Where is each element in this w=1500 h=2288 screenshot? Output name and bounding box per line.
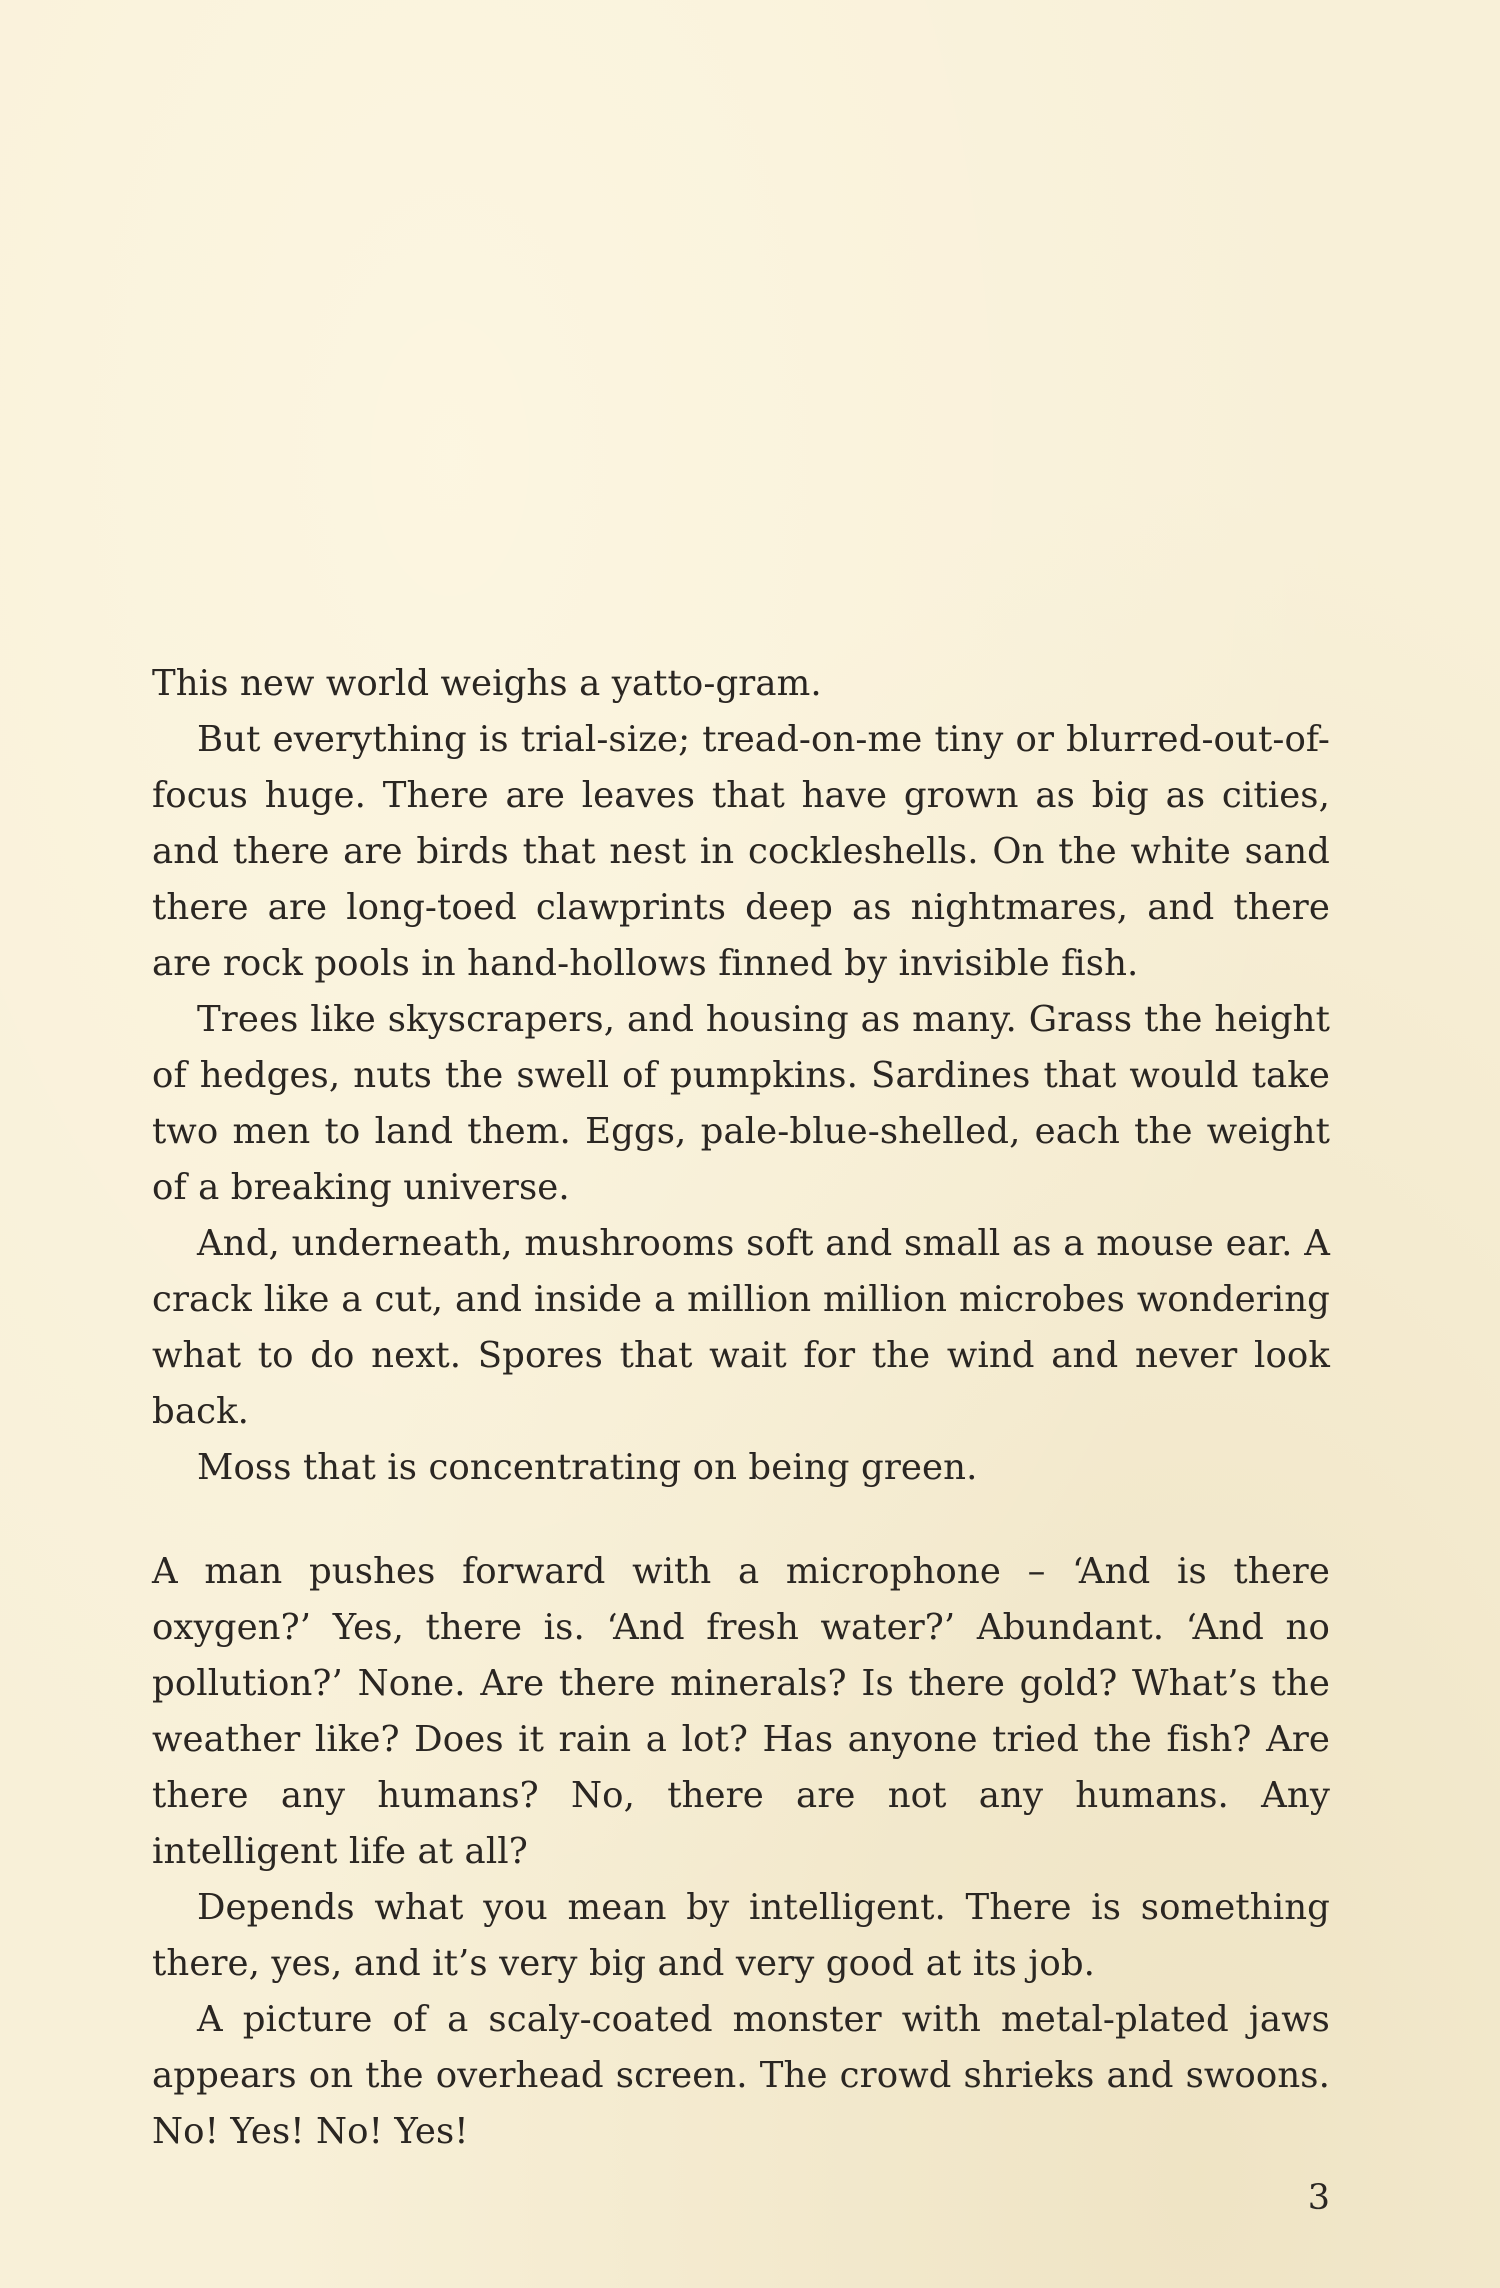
text-section-two xyxy=(152,1544,1330,2160)
paragraph: But everything is trial-size; tread-on-me tiny or blurred-out-of-focus huge. There are leaves that have grown as big as cities, and there are birds that nest in cockleshells. On the white sand there are long-toed clawprints deep as nightmares, and there are rock pools in hand-hollows finned by invisible fish. xyxy=(152,719,1330,984)
paragraph: A picture of a scaly-coated monster with metal-plated jaws appears on the overhead screen. The crowd shrieks and swoons. No! Yes! No! Yes! xyxy=(152,1999,1330,2152)
paragraph: A man pushes forward with a microphone – ‘And is there oxygen?’ Yes, there is. ‘And fresh water?’ Abundant. ‘And no pollution?’ None. Are there minerals? Is there gold? What’s the weather like? Does it rain a lot? Has anyone tried the fish? Are there any humans? No, there are not any humans. Any intelligent life at all? xyxy=(152,1551,1330,1872)
paragraph: Moss that is concentrating on being green. xyxy=(197,1447,978,1488)
text-section-one xyxy=(152,656,1330,1496)
paragraph: Trees like skyscrapers, and housing as many. Grass the height of hedges, nuts the swell of pumpkins. Sardines that would take two men to land them. Eggs, pale-blue-shelled, each the weight of a breaking universe. xyxy=(152,999,1330,1208)
page-number: 3 xyxy=(1307,2178,1330,2218)
paragraph: This new world weighs a yatto-gram. xyxy=(152,663,822,704)
paragraph: Depends what you mean by intelligent. There is something there, yes, and it’s very big and very good at its job. xyxy=(152,1887,1330,1984)
paragraph: And, underneath, mushrooms soft and small as a mouse ear. A crack like a cut, and inside a million million microbes wondering what to do next. Spores that wait for the wind and never look back. xyxy=(152,1223,1330,1432)
